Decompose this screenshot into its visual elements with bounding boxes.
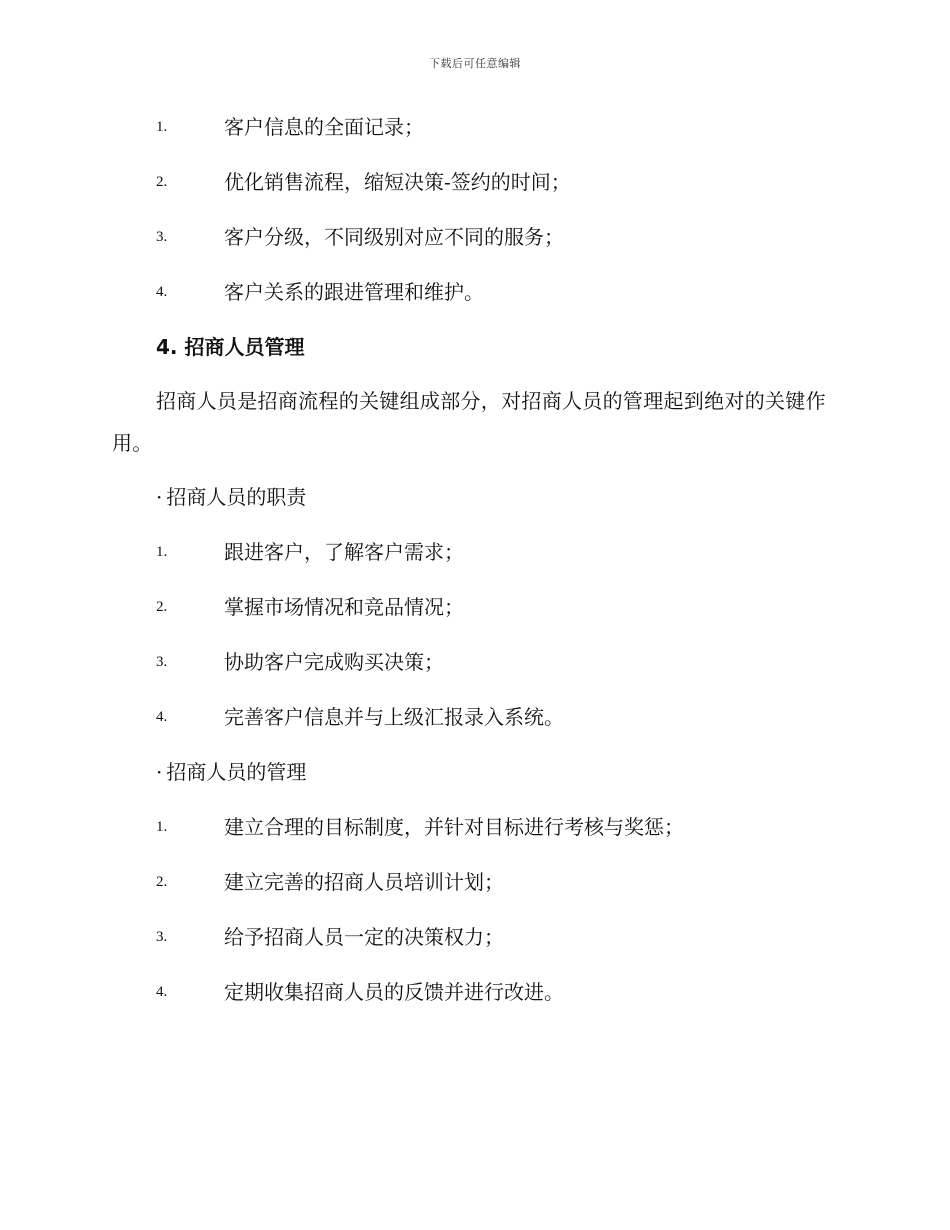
list-number: 4.: [156, 284, 168, 300]
list-item: [0, 644, 950, 680]
list-item: [0, 164, 950, 200]
header-note: 下载后可任意编辑: [429, 57, 521, 70]
bullet-item: [0, 479, 950, 515]
list-item: [0, 109, 950, 145]
bullet-item: [0, 754, 950, 790]
list-item: [0, 919, 950, 955]
list-number: 1.: [156, 819, 168, 835]
list-number: 2.: [156, 599, 168, 615]
list-text: 优化销售流程，缩短决策-签约的时间；: [224, 170, 571, 194]
bullet-dot-icon: ·: [156, 485, 163, 509]
list-number: 2.: [156, 874, 168, 890]
list-number: 4.: [156, 709, 168, 725]
list-number: 1.: [156, 119, 168, 135]
list-number: 3.: [156, 229, 168, 245]
list-text: 完善客户信息并与上级汇报录入系统。: [224, 705, 564, 729]
list-number: 2.: [156, 174, 168, 190]
list-item: [0, 219, 950, 255]
list-number: 3.: [156, 654, 168, 670]
list-item: [0, 809, 950, 845]
list-number: 4.: [156, 984, 168, 1000]
bullet-line: [156, 479, 306, 515]
list-item: [0, 589, 950, 625]
list-number: 1.: [156, 544, 168, 560]
list-text: 给予招商人员一定的决策权力；: [224, 925, 504, 949]
list-item: [0, 864, 950, 900]
list-item: [0, 534, 950, 570]
section-heading: 4. 招商人员管理: [156, 335, 305, 359]
list-item: [0, 699, 950, 735]
bullet-line: [156, 754, 306, 790]
list-text: 掌握市场情况和竞品情况；: [224, 595, 464, 619]
list-text: 客户关系的跟进管理和维护。: [224, 280, 484, 304]
list-item: [0, 274, 950, 310]
list-text: 协助客户完成购买决策；: [224, 650, 444, 674]
list-item: [0, 974, 950, 1010]
list-text: 定期收集招商人员的反馈并进行改进。: [224, 980, 564, 1004]
list-text: 建立合理的目标制度，并针对目标进行考核与奖惩；: [224, 815, 684, 839]
list-text: 建立完善的招商人员培训计划；: [224, 870, 504, 894]
list-text: 跟进客户，了解客户需求；: [224, 540, 464, 564]
section-heading-row: [0, 329, 950, 365]
bullet-label: 招商人员的管理: [166, 760, 307, 784]
list-number: 3.: [156, 929, 168, 945]
bullet-label: 招商人员的职责: [166, 485, 307, 509]
list-text: 客户信息的全面记录；: [224, 115, 424, 139]
list-text: 客户分级，不同级别对应不同的服务；: [224, 225, 564, 249]
section-paragraph: 招商人员是招商流程的关键组成部分，对招商人员的管理起到绝对的关键作用。: [112, 389, 826, 455]
bullet-dot-icon: ·: [156, 760, 163, 784]
